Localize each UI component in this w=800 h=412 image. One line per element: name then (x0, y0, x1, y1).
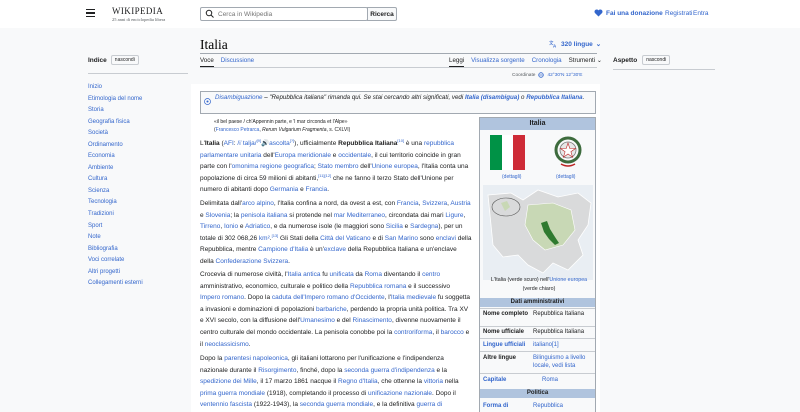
epigraph-quote (214, 118, 469, 134)
inline-link[interactable]: Repubblica romana (349, 282, 407, 290)
inline-link[interactable]: Europa meridionale (274, 151, 331, 159)
text-run: , (447, 200, 451, 207)
text-run: , gli italiani lottarono per l'unificazione e l'indipendenza nazionale durante il (200, 355, 444, 374)
infobox-key[interactable]: Lingue ufficiali (483, 342, 526, 348)
text-run: , circondata dai mari (385, 211, 446, 219)
inline-link[interactable]: mar Mediterraneo (333, 211, 386, 219)
infobox-row (483, 376, 595, 384)
inline-link[interactable]: barocco (440, 328, 464, 336)
text-run: è una (404, 140, 424, 147)
logo-title: WIKIPEDIA (112, 6, 164, 16)
infobox-row (483, 354, 595, 371)
chevron-down-icon: ⌄ (596, 57, 603, 64)
infobox-key: Nome completo (483, 311, 529, 317)
toc-list (88, 82, 188, 290)
wikipedia-logo[interactable] (112, 6, 192, 24)
inline-link[interactable]: Roma (364, 271, 382, 278)
text-run: sono (417, 234, 436, 242)
flag-green-stripe (490, 135, 502, 170)
inline-link[interactable]: Slovenia (205, 211, 231, 219)
inline-link[interactable]: Sardegna (410, 223, 439, 231)
donate-label: Fai una donazione (606, 9, 663, 17)
inline-link[interactable]: controriforma (394, 328, 433, 336)
namespace-tabs (200, 57, 254, 67)
inline-link[interactable]: Adriatico (244, 223, 271, 231)
appearance-divider (613, 69, 715, 70)
toc-item[interactable]: Voci correlate (88, 257, 125, 264)
toc-item[interactable]: Bibliografia (88, 245, 118, 252)
infobox-title: Italia (480, 118, 595, 130)
text-run: , perdendo la propria unità politica. Tra XV e XVI secolo, con la diffusione dell' (200, 305, 469, 325)
infobox-divider (480, 373, 595, 374)
inline-link[interactable]: Austria (450, 200, 471, 207)
text-run: Crocevia di numerose civiltà, l' (200, 271, 288, 278)
search-input[interactable] (218, 11, 358, 18)
text-run: fu (320, 271, 330, 278)
search-box[interactable] (200, 7, 368, 21)
text-run: si protende nel (287, 211, 334, 219)
svg-text:文: 文 (549, 40, 554, 46)
disambiguation-hatnote (200, 91, 596, 114)
toc-item[interactable]: Economia (88, 153, 115, 160)
info-icon (204, 98, 211, 105)
chevron-down-icon: ⌄ (595, 41, 602, 48)
paragraph (200, 198, 472, 268)
text-run: – "Repubblica italiana" rimanda qui. Se stai cercando altri significati, vedi (262, 94, 465, 101)
inline-link[interactable]: Campione d'Italia (258, 246, 309, 254)
inline-link[interactable]: spedizione dei Mille (200, 378, 257, 386)
search-button[interactable]: Ricerca (367, 7, 397, 21)
inline-link[interactable]: parentesi napoleonica (224, 355, 288, 362)
citation-link[interactable]: [11][12] (318, 172, 332, 178)
toc-item[interactable]: Note (88, 234, 101, 241)
text-run: , l'Italia conta una popolazione di circa 59 milioni di abitanti, (200, 163, 469, 182)
inline-link[interactable]: Confederazione Svizzera (215, 257, 289, 265)
heart-icon (594, 9, 603, 17)
toc-item[interactable]: Ambiente (88, 164, 114, 171)
toc-title: Indice (88, 56, 107, 64)
appearance-panel-header (613, 55, 670, 65)
inline-link[interactable]: Italia antica (287, 271, 321, 278)
text-run: ( (214, 127, 216, 133)
flag-white-stripe (502, 135, 514, 170)
inline-link[interactable]: Rinascimento (352, 317, 392, 325)
inline-link[interactable]: Disambiguazione (215, 94, 263, 101)
text-run: da (353, 271, 365, 278)
paragraph (200, 269, 472, 350)
text-run: , finché, dopo la (296, 366, 345, 374)
toc-item[interactable]: Cultura (88, 176, 108, 183)
inline-link[interactable]: exclave (323, 246, 346, 254)
infobox-value[interactable]: Bilinguismo a livello locale, vedi lista (533, 355, 586, 370)
text-run: ), ufficialmente (294, 140, 339, 147)
inline-link[interactable]: Umanesimo (300, 317, 335, 325)
inline-link[interactable]: San Marino (384, 234, 418, 242)
tab-cronologia[interactable]: Cronologia (531, 57, 562, 64)
text-run: , e la definitiva (373, 401, 417, 409)
text-run: è un' (308, 246, 324, 254)
text-run: Italia (204, 140, 220, 147)
infobox-row (483, 328, 595, 336)
inline-link[interactable]: repubblica parlamentare unitaria (200, 140, 454, 159)
paragraph (200, 353, 472, 411)
inline-link[interactable]: ventennio fascista (200, 401, 253, 409)
appearance-hide-button[interactable]: nascondi (642, 55, 670, 65)
text-run: Dopo la (200, 355, 225, 362)
text-run: della Repubblica, mentre (200, 234, 472, 254)
toc-header (88, 55, 188, 65)
text-run: Rerum Vulgarium Fragmenta (262, 127, 327, 133)
inline-link[interactable]: barbariche (316, 305, 347, 313)
text-run: , l'Italia confina a nord, da ovest a est, con (273, 200, 397, 207)
infobox-value: Repubblica Italiana (533, 329, 585, 335)
text-run: , (418, 200, 423, 207)
tab-strumenti[interactable] (569, 57, 602, 67)
text-run: . (288, 257, 290, 265)
text-run: , il cui territorio coincide in gran parte con l' (200, 151, 461, 171)
text-run: , l' (384, 294, 391, 302)
tab-visualizza-sorgente[interactable]: Visualizza sorgente (471, 57, 525, 64)
text-run: dell' (358, 163, 372, 171)
text-run: e (238, 223, 245, 231)
text-run: ( (219, 140, 224, 147)
inline-link[interactable]: Svizzera (422, 200, 448, 207)
text-run: . (248, 340, 251, 348)
coordinates (512, 72, 582, 78)
infobox (479, 117, 596, 412)
inline-link[interactable]: Regno d'Italia (338, 378, 378, 386)
tools-label: Strumenti (568, 57, 596, 64)
tabs-divider (200, 67, 597, 68)
text-run: che ne fanno il terzo Stato dell'Unione per numero di abitanti dopo (200, 174, 454, 194)
infobox-divider (480, 326, 595, 327)
main-menu-icon[interactable] (86, 9, 95, 17)
inline-link[interactable]: vittoria (423, 378, 444, 386)
text-run: , il 17 marzo 1861 nacque il (256, 378, 339, 386)
toc-item[interactable]: Scienza (88, 187, 110, 194)
text-run: L' (200, 140, 205, 147)
coordinates-label: Coordinate (512, 72, 536, 78)
inline-link[interactable]: arco alpino (242, 200, 274, 207)
toc-item[interactable]: Altri progetti (88, 268, 121, 275)
text-run: , (259, 127, 263, 133)
inline-link[interactable]: Repubblica Italiana (526, 94, 583, 101)
text-run: : (233, 140, 238, 147)
inline-link[interactable]: Francia (305, 186, 328, 194)
text-run: Gli Stati della (278, 234, 321, 242)
text-run: e la (434, 366, 447, 374)
inline-link[interactable]: Città del Vaticano (320, 234, 371, 242)
text-run: . (327, 186, 330, 194)
text-run: e del (334, 317, 353, 325)
tab-discussione[interactable]: Discussione (220, 57, 255, 64)
text-run: , (220, 223, 224, 231)
text-run: e di (370, 234, 385, 242)
infobox-key[interactable]: Forma di (483, 403, 509, 409)
text-run: e (402, 223, 411, 231)
text-run: , divenne nuovamente il centro culturale del mondo occidentale. La penisola conobbe poi la (200, 317, 461, 336)
toc-divider (88, 73, 188, 74)
text-run: fu soggetta a invasioni e dominazioni di popolazioni (200, 294, 471, 313)
citation-link[interactable]: [?] (289, 137, 295, 143)
text-run: , (463, 211, 466, 219)
inline-link[interactable]: Sicilia (385, 223, 403, 231)
inline-link[interactable]: omonima regione geografica (231, 163, 314, 171)
text-run: , che ottenne la (377, 378, 424, 386)
inline-link[interactable]: ascolta (269, 140, 290, 147)
inline-link[interactable]: /iˈtalja/ (237, 140, 257, 147)
inline-link[interactable]: Germania (269, 186, 299, 194)
infobox-row (483, 310, 595, 318)
text-run: , il (432, 328, 441, 336)
logo-subtitle: 25 anni di enciclopedia libera (112, 17, 166, 22)
view-tabs (449, 57, 602, 67)
inline-link[interactable]: Ionio (223, 223, 239, 231)
svg-text:A: A (553, 43, 557, 48)
inline-link[interactable]: Risorgimento (258, 366, 297, 374)
toc-hide-button[interactable]: nascondi (111, 55, 139, 65)
title-divider (200, 53, 597, 54)
inline-link[interactable]: prima guerra mondiale (200, 389, 266, 397)
infobox-divider (480, 338, 595, 339)
toc-item[interactable]: Etimologia del nome (88, 95, 143, 102)
inline-link[interactable]: Francesco Petrarca (215, 127, 260, 133)
infobox-section-header: Politica (480, 389, 595, 398)
text-run: L'Italia (verde scuro) nell' (490, 277, 550, 283)
infobox-key: Nome ufficiale (483, 329, 525, 335)
emblem-image[interactable] (553, 132, 583, 170)
inline-link[interactable]: seconda guerra mondiale (299, 401, 374, 409)
infobox-value[interactable]: Repubblica (533, 403, 564, 409)
inline-link[interactable]: Italia medievale (390, 294, 437, 302)
text-run: nella (443, 378, 459, 386)
inline-link[interactable]: km² (258, 234, 270, 242)
inline-link[interactable]: Italia (disambigua) (464, 94, 520, 101)
inline-link[interactable]: guerra di (416, 401, 443, 409)
paragraph (200, 138, 472, 196)
toc-item[interactable]: Ordinamento (88, 141, 123, 148)
flag-image[interactable] (490, 135, 525, 170)
infobox-divider (480, 351, 595, 352)
text-run: e il successivo (406, 282, 451, 290)
inline-link[interactable]: Unione europea (371, 163, 418, 171)
emblem-details-link[interactable]: (dettagli) (556, 174, 576, 180)
inline-link[interactable]: centro (422, 271, 441, 278)
citation-link[interactable]: [10] (397, 137, 405, 143)
infobox-section-header: Dati amministrativi (480, 298, 595, 307)
inline-link[interactable]: unificata (329, 271, 354, 278)
text-run: diventando il (381, 271, 423, 278)
infobox-key[interactable]: Capitale (483, 377, 507, 383)
map-caption (484, 276, 594, 293)
text-run: , s. CXLVI) (326, 127, 351, 133)
inline-link[interactable]: unificazione nazionale (368, 389, 432, 397)
translate-icon (549, 40, 558, 48)
inline-link[interactable]: Impero romano (200, 294, 245, 302)
language-button[interactable] (549, 40, 601, 48)
citation-link[interactable]: [13] (271, 232, 279, 238)
language-count: 320 lingue (561, 40, 593, 48)
text-run: 🔊 (261, 140, 270, 147)
flag-red-stripe (513, 135, 525, 170)
text-run: o (519, 94, 527, 101)
infobox-value[interactable]: italiano[1] (533, 342, 559, 348)
inline-link[interactable]: neoclassicismo (204, 340, 249, 348)
infobox-row (483, 402, 595, 410)
infobox-divider (480, 308, 595, 309)
text-run: . (269, 234, 272, 242)
hatnote-text (215, 94, 584, 101)
text-run: . Dopo il (432, 389, 456, 397)
register-link[interactable]: Registrati (665, 10, 693, 17)
inline-link[interactable]: Tirreno (200, 223, 221, 231)
text-run: amministrativo, economico, culturale e politico della (200, 282, 350, 290)
text-run: e (330, 151, 339, 159)
inline-link[interactable]: occidentale (338, 151, 372, 159)
inline-link[interactable]: Ligure (445, 211, 464, 219)
infobox-value: Repubblica Italiana (533, 311, 585, 317)
text-run: e il (200, 328, 470, 348)
toc-item[interactable]: Tecnologia (88, 199, 117, 206)
inline-link[interactable]: enclavi (435, 234, 456, 242)
infobox-key: Altre lingue (483, 355, 517, 361)
search-icon (205, 9, 215, 19)
inline-link[interactable]: Francia (396, 200, 419, 207)
text-run: , e da numerose isole (le maggiori sono (270, 223, 386, 231)
donate-link[interactable] (594, 9, 663, 17)
text-run: . Dopo la (244, 294, 272, 302)
text-run: «il bel paese / ch'Appennin parte, e 'l mar circonda et l'Alpe» (214, 119, 348, 125)
infobox-value[interactable]: Roma (542, 377, 559, 383)
toc-item[interactable]: Tradizioni (88, 211, 114, 218)
text-run: (1922-1943), la (252, 401, 300, 409)
toc-item[interactable]: Inizio (88, 84, 103, 90)
text-run: e (298, 186, 306, 194)
text-run: ; (313, 163, 318, 171)
text-run: dell' (261, 151, 275, 159)
text-run: (1918), completando il processo di (265, 389, 369, 397)
text-run: e (200, 211, 206, 219)
text-run: della Repubblica Italiana e un'enclave della (200, 246, 457, 265)
toc-item[interactable]: Società (88, 130, 109, 137)
toc-item[interactable]: Sport (88, 222, 103, 229)
toc-item[interactable]: Storia (88, 107, 104, 114)
login-link[interactable]: Entra (693, 10, 709, 17)
infobox-row (483, 341, 595, 349)
flag-details-link[interactable]: (dettagli) (502, 174, 522, 180)
text-run: ), per un totale di 302 068,26 (200, 223, 463, 242)
page-title: Italia (200, 37, 228, 52)
tab-leggi[interactable]: Leggi (449, 57, 464, 67)
globe-icon (538, 72, 544, 78)
text-run: (verde chiaro) (522, 285, 556, 292)
inline-link[interactable]: Stato membro (317, 163, 359, 171)
inline-link[interactable]: seconda guerra d'indipendenza (344, 366, 435, 374)
text-run: . (582, 94, 585, 101)
toc-item[interactable]: Collegamenti esterni (88, 280, 143, 287)
text-run: ; la (230, 211, 241, 219)
citation-link[interactable]: [9] (256, 137, 262, 143)
inline-link[interactable]: penisola italiana (240, 211, 288, 219)
inline-link[interactable]: AFI (223, 140, 234, 147)
text-run: Delimitata dall' (200, 200, 243, 207)
tab-voce[interactable]: Voce (200, 57, 214, 67)
text-run: Repubblica Italiana (338, 140, 398, 147)
table-of-contents (88, 55, 188, 290)
inline-link[interactable]: Unione europea (549, 277, 588, 283)
location-map[interactable] (483, 185, 593, 280)
coordinates-value[interactable]: 42°30′N 12°30′E (547, 72, 583, 78)
inline-link[interactable]: caduta dell'Impero romano d'Occidente (271, 294, 385, 302)
toc-item[interactable]: Geografia fisica (88, 118, 130, 125)
appearance-title: Aspetto (613, 56, 638, 64)
